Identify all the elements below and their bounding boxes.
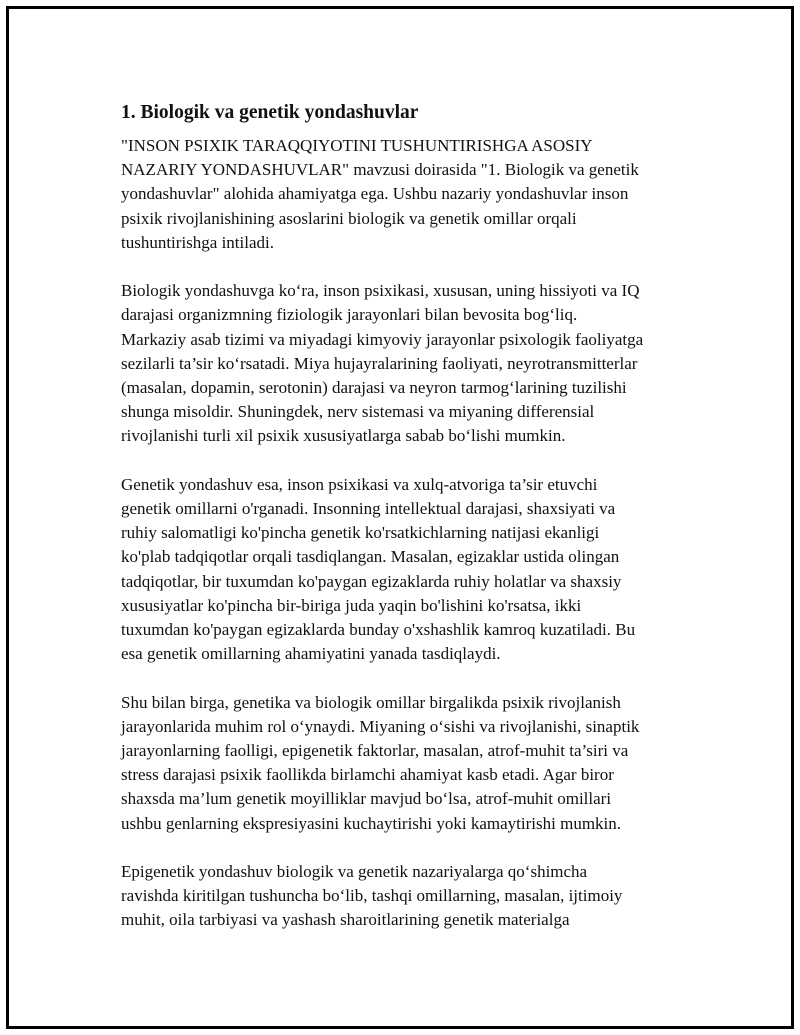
paragraph: [121, 473, 701, 667]
text-line: ushbu genlarning ekspresiyasini kuchaytirishi yoki kamaytirishi mumkin.: [121, 813, 622, 833]
text-line: yondashuvlar" alohida ahamiyatga ega. Ushbu nazariy yondashuvlar inson: [121, 184, 629, 204]
text-line: genetik omillarni o'rganadi. Insonning intellektual darajasi, shaxsiyati va: [121, 499, 616, 519]
text-line: esa genetik omillarning ahamiyatini yanada tasdiqlaydi.: [121, 644, 501, 664]
text-line: Shu bilan birga, genetika va biologik omillar birgalikda psixik rivojlanish: [121, 692, 621, 712]
section-heading: 1. Biologik va genetik yondashuvlar: [121, 102, 419, 123]
text-line: Genetik yondashuv esa, inson psixikasi va xulq-atvoriga ta’sir etuvchi: [121, 474, 598, 494]
document-body: [121, 97, 701, 957]
text-line: tushuntirishga intiladi.: [121, 232, 274, 252]
text-line: jarayonlarida muhim rol o‘ynaydi. Miyaning o‘sishi va rivojlanishi, sinaptik: [121, 716, 640, 736]
text-line: (masalan, dopamin, serotonin) darajasi va neyron tarmog‘larining tuzilishi: [121, 378, 627, 398]
text-line: darajasi organizmning fiziologik jarayonlari bilan bevosita bog‘liq.: [121, 305, 578, 325]
text-line: ruhiy salomatligi ko'pincha genetik ko'rsatkichlarning natijasi ekanligi: [121, 523, 600, 543]
text-line: stress darajasi psixik faollikda birlamchi ahamiyat kasb etadi. Agar biror: [121, 765, 614, 785]
paragraph: [121, 134, 701, 255]
text-line: Markaziy asab tizimi va miyadagi kimyoviy jarayonlar psixologik faoliyatga: [121, 329, 644, 349]
text-line: tuxumdan ko'paygan egizaklarda bunday o'xshashlik kamroq kuzatiladi. Bu: [121, 620, 636, 640]
page-frame: [6, 6, 794, 1029]
text-line: "INSON PSIXIK TARAQQIYOTINI TUSHUNTIRISHGA ASOSIY: [121, 136, 593, 155]
text-line: ravishda kiritilgan tushuncha bo‘lib, tashqi omillarning, masalan, ijtimoiy: [121, 886, 623, 906]
text-line: jarayonlarning faolligi, epigenetik faktorlar, masalan, atrof-muhit ta’siri va: [121, 741, 629, 761]
text-line: shunga misoldir. Shuningdek, nerv sistemasi va miyaning differensial: [121, 402, 595, 422]
paragraph: [121, 279, 701, 448]
text-line: sezilarli ta’sir ko‘rsatadi. Miya hujayralarining faoliyati, neyrotransmitterlar: [121, 353, 638, 373]
paragraph: [121, 691, 701, 836]
text-line: psixik rivojlanishining asoslarini biologik va genetik omillar orqali: [121, 208, 577, 228]
text-line: Epigenetik yondashuv biologik va genetik nazariyalarga qo‘shimcha: [121, 862, 588, 882]
text-line: muhit, oila tarbiyasi va yashash sharoitlarining genetik materialga: [121, 910, 570, 930]
paragraph: [121, 860, 701, 933]
text-line: Biologik yondashuvga ko‘ra, inson psixikasi, xususan, uning hissiyoti va IQ: [121, 281, 640, 301]
text-line: ko'plab tadqiqotlar orqali tasdiqlangan. Masalan, egizaklar ustida olingan: [121, 547, 620, 567]
text-line: NAZARIY YONDASHUVLAR" mavzusi doirasida "1. Biologik va genetik: [121, 160, 639, 180]
text-line: xususiyatlar ko'pincha bir-biriga juda yaqin bo'lishini ko'rsatsa, ikki: [121, 595, 582, 615]
text-line: rivojlanishi turli xil psixik xususiyatlarga sabab bo‘lishi mumkin.: [121, 426, 566, 446]
text-line: tadqiqotlar, bir tuxumdan ko'paygan egizaklarda ruhiy holatlar va shaxsiy: [121, 571, 622, 591]
text-line: shaxsda ma’lum genetik moyilliklar mavjud bo‘lsa, atrof-muhit omillari: [121, 789, 612, 809]
